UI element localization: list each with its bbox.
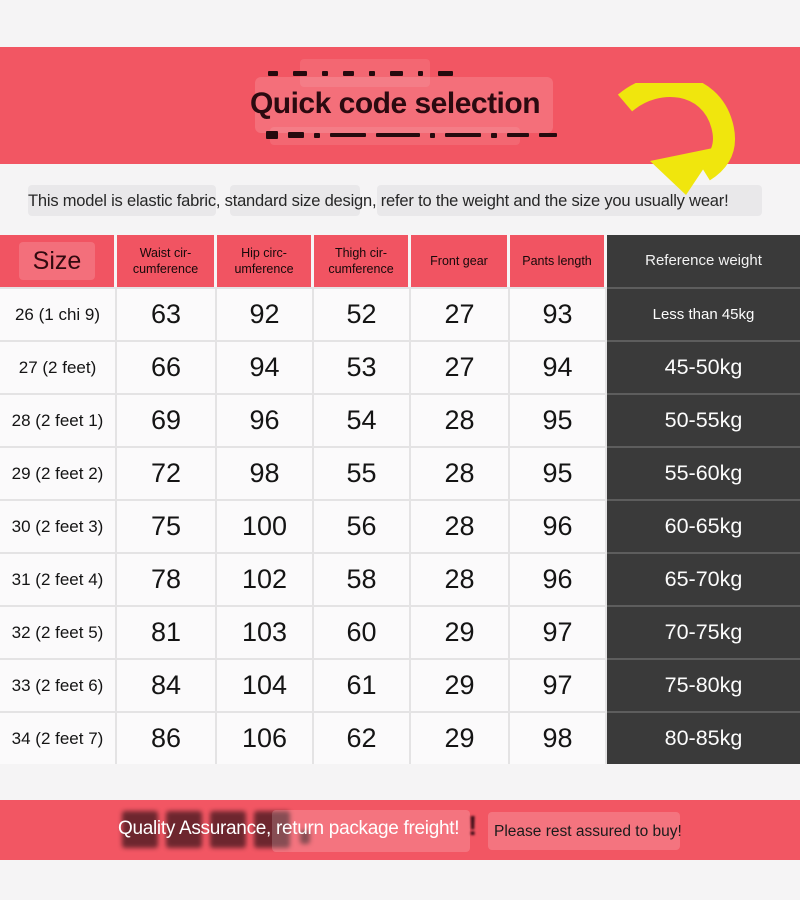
cell-hip: 106 <box>217 711 314 764</box>
cell-size: 33 (2 feet 6) <box>0 658 117 711</box>
cell-waist: 84 <box>117 658 217 711</box>
cell-waist: 69 <box>117 393 217 446</box>
column-header-waist: Waist cir- cumference <box>117 235 217 287</box>
cell-size: 28 (2 feet 1) <box>0 393 117 446</box>
cell-waist: 75 <box>117 499 217 552</box>
reassure-text: Please rest assured to buy! <box>494 823 682 840</box>
column-header-reference-weight: Reference weight <box>607 235 800 287</box>
cell-thigh: 54 <box>314 393 411 446</box>
cell-thigh: 62 <box>314 711 411 764</box>
cell-hip: 94 <box>217 340 314 393</box>
cell-thigh: 61 <box>314 658 411 711</box>
cell-reference-weight: 80-85kg <box>607 711 800 764</box>
cell-thigh: 60 <box>314 605 411 658</box>
masked-text-fragments <box>266 131 557 139</box>
cell-front-gear: 28 <box>411 552 510 605</box>
cell-front-gear: 29 <box>411 658 510 711</box>
cell-hip: 100 <box>217 499 314 552</box>
cell-front-gear: 28 <box>411 393 510 446</box>
cell-thigh: 56 <box>314 499 411 552</box>
cell-size: 27 (2 feet) <box>0 340 117 393</box>
cell-front-gear: 28 <box>411 446 510 499</box>
cell-thigh: 55 <box>314 446 411 499</box>
cell-hip: 96 <box>217 393 314 446</box>
cell-front-gear: 28 <box>411 499 510 552</box>
cell-thigh: 53 <box>314 340 411 393</box>
masked-exclamation: ! <box>468 810 478 841</box>
cell-waist: 66 <box>117 340 217 393</box>
masked-text-fragments <box>268 71 453 76</box>
cell-hip: 102 <box>217 552 314 605</box>
cell-reference-weight: 75-80kg <box>607 658 800 711</box>
size-table <box>0 235 800 764</box>
cell-front-gear: 29 <box>411 711 510 764</box>
column-header-thigh: Thigh cir- cumference <box>314 235 411 287</box>
column-header-front-gear: Front gear <box>411 235 510 287</box>
cell-pants-length: 95 <box>510 393 607 446</box>
cell-size: 31 (2 feet 4) <box>0 552 117 605</box>
cell-pants-length: 96 <box>510 552 607 605</box>
cell-pants-length: 96 <box>510 499 607 552</box>
cell-hip: 92 <box>217 287 314 340</box>
column-header-hip: Hip circ- umference <box>217 235 314 287</box>
page-title: Quick code selection <box>249 87 541 120</box>
cell-reference-weight: 55-60kg <box>607 446 800 499</box>
column-header-size-label: Size <box>19 242 96 281</box>
notice-text: This model is elastic fabric, standard size design, refer to the weight and the size you usually wear! <box>28 192 729 210</box>
cell-hip: 104 <box>217 658 314 711</box>
cell-front-gear: 27 <box>411 287 510 340</box>
cell-pants-length: 94 <box>510 340 607 393</box>
cell-reference-weight: 70-75kg <box>607 605 800 658</box>
cell-front-gear: 27 <box>411 340 510 393</box>
cell-reference-weight: 45-50kg <box>607 340 800 393</box>
cell-reference-weight: Less than 45kg <box>607 287 800 340</box>
cell-reference-weight: 65-70kg <box>607 552 800 605</box>
cell-pants-length: 98 <box>510 711 607 764</box>
column-header-pants-length: Pants length <box>510 235 607 287</box>
cell-thigh: 52 <box>314 287 411 340</box>
cell-waist: 72 <box>117 446 217 499</box>
down-arrow-icon <box>598 83 753 208</box>
cell-thigh: 58 <box>314 552 411 605</box>
cell-hip: 98 <box>217 446 314 499</box>
guarantee-text: Quality Assurance, return package freight! <box>118 818 460 839</box>
cell-size: 26 (1 chi 9) <box>0 287 117 340</box>
cell-reference-weight: 60-65kg <box>607 499 800 552</box>
cell-pants-length: 97 <box>510 605 607 658</box>
cell-reference-weight: 50-55kg <box>607 393 800 446</box>
cell-pants-length: 97 <box>510 658 607 711</box>
cell-front-gear: 29 <box>411 605 510 658</box>
cell-size: 29 (2 feet 2) <box>0 446 117 499</box>
cell-waist: 81 <box>117 605 217 658</box>
column-header-size <box>0 235 117 287</box>
cell-pants-length: 93 <box>510 287 607 340</box>
cell-size: 30 (2 feet 3) <box>0 499 117 552</box>
cell-waist: 86 <box>117 711 217 764</box>
cell-hip: 103 <box>217 605 314 658</box>
cell-size: 34 (2 feet 7) <box>0 711 117 764</box>
cell-size: 32 (2 feet 5) <box>0 605 117 658</box>
cell-waist: 78 <box>117 552 217 605</box>
cell-pants-length: 95 <box>510 446 607 499</box>
bottom-banner <box>0 800 800 860</box>
cell-waist: 63 <box>117 287 217 340</box>
